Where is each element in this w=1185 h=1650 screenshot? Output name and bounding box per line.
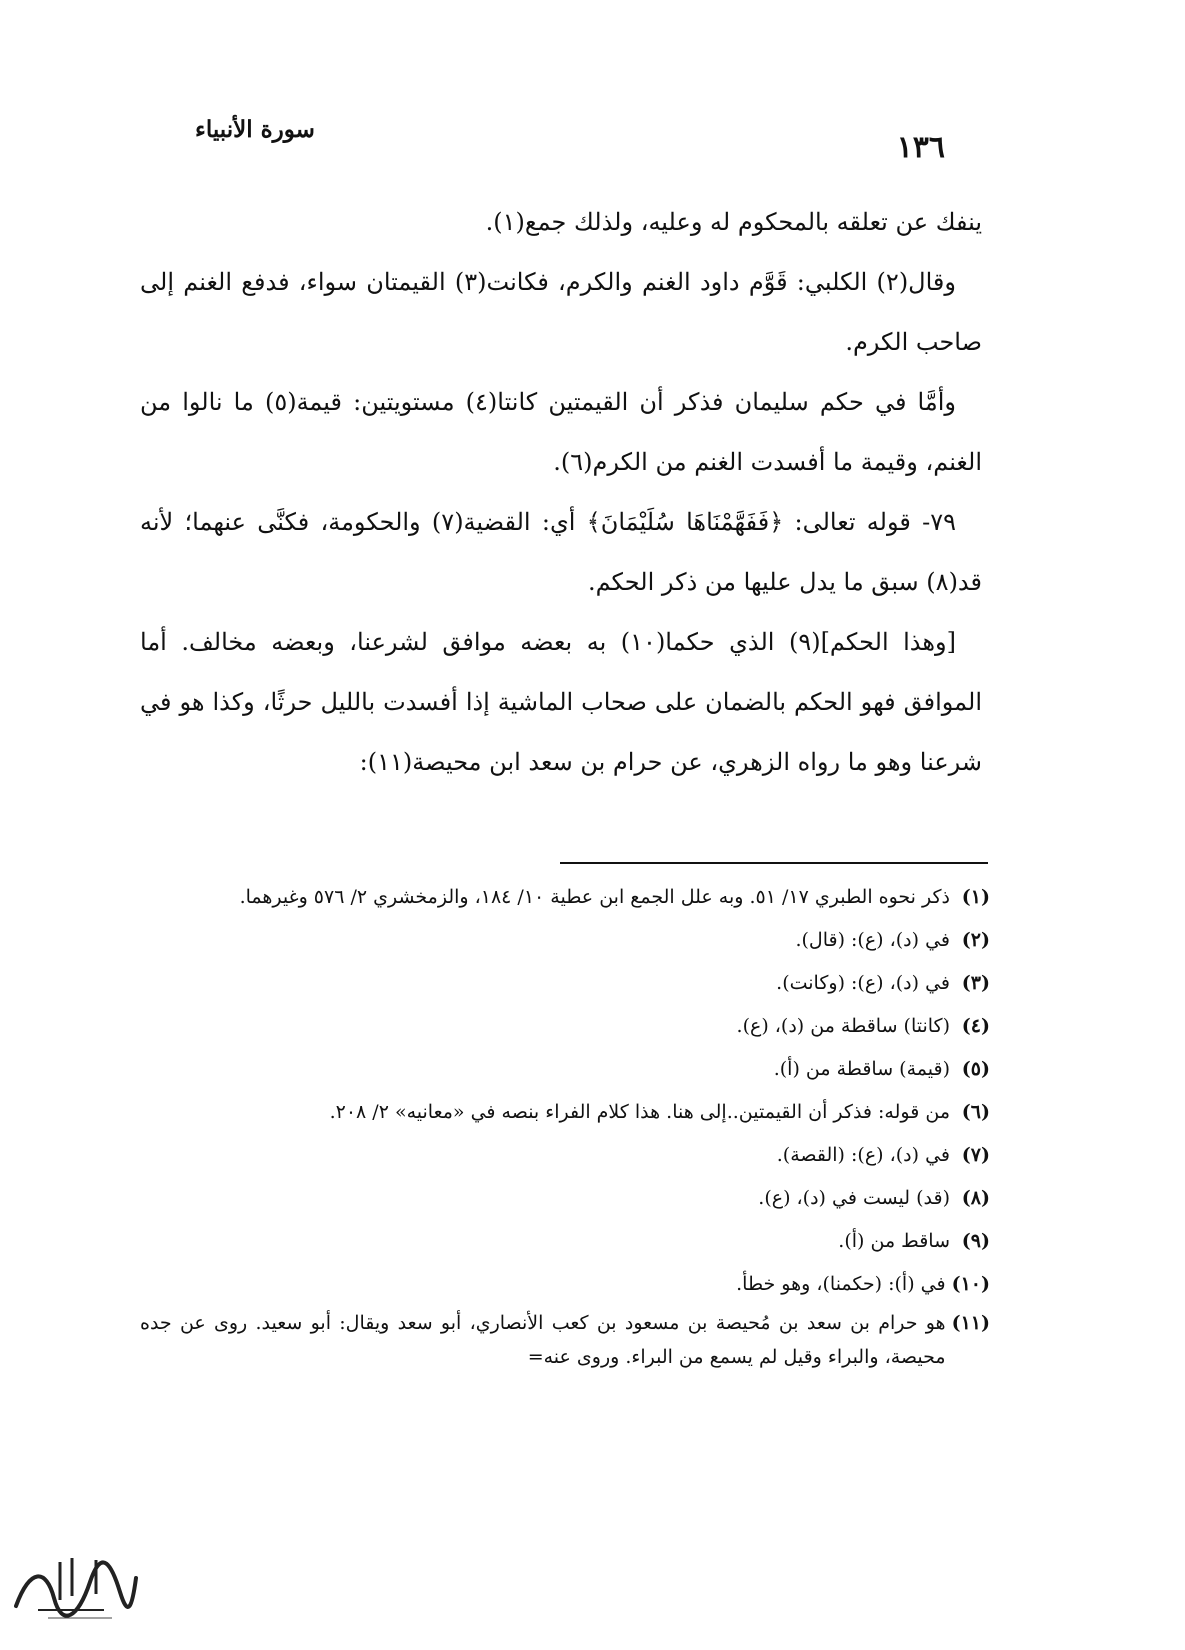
footnote-number: (١١) [951,1312,990,1334]
footnote [140,1220,990,1263]
footnote-text: هو حرام بن سعد بن مُحيصة بن مسعود بن كعب الأنصاري، أبو سعد ويقال: أبو سعيد. روى عن جده محيصة، والبراء وقيل لم يسمع من البراء. وروى عنه= [140,1312,946,1368]
footnote [140,1306,990,1374]
footnote [140,962,990,1005]
footnote [140,876,990,919]
footnote [140,1091,990,1134]
footnote-number: (٤) [961,1015,990,1037]
footnote-number: (٢) [961,929,990,951]
paragraph: ٧٩- قوله تعالى: ﴿فَفَهَّمْنَاهَا سُلَيْمَانَ﴾ أي: القضية(٧) والحكومة، فكنَّى عنهما؛ لأنه قد(٨) سبق ما يدل عليها من ذكر الحكم. [140,508,982,596]
footnote-number: (٨) [961,1187,990,1209]
footnote-text: (قد) ليست في (د)، (ع). [758,1187,950,1209]
footnote-number: (١) [961,886,990,908]
footnote-text: من قوله: فذكر أن القيمتين..إلى هنا. هذا كلام الفراء بنصه في «معانيه» ٢/ ٢٠٨. [329,1101,950,1123]
footnote-number: (٥) [961,1058,990,1080]
footnote-text: في (د)، (ع): (وكانت). [776,972,950,994]
footnote-text: (قيمة) ساقطة من (أ). [773,1058,950,1080]
publisher-logo [8,1548,143,1628]
footnote-text: (كانتا) ساقطة من (د)، (ع). [736,1015,950,1037]
paragraph: ينفك عن تعلقه بالمحكوم له وعليه، ولذلك جمع(١). [485,208,982,236]
footnote-number: (٣) [961,972,990,994]
footnote-number: (٩) [961,1230,990,1252]
surah-title: سورة الأنبياء [195,116,315,143]
paragraph: وأمَّا في حكم سليمان فذكر أن القيمتين كانتا(٤) مستويتين: قيمة(٥) ما نالوا من الغنم، وقيمة ما أفسدت الغنم من الكرم(٦). [140,388,982,476]
footnote [140,1134,990,1177]
page-header [195,112,945,165]
page-number: ١٣٦ [896,130,945,165]
footnotes [140,876,990,1374]
main-text [140,192,982,792]
footnote [140,1177,990,1220]
footnote-divider [560,862,988,864]
footnote-number: (١٠) [951,1273,990,1295]
footnote [140,1048,990,1091]
footnote-text: ساقط من (أ). [838,1230,950,1252]
paragraph: [وهذا الحكم](٩) الذي حكما(١٠) به بعضه موافق لشرعنا، وبعضه مخالف. أما الموافق فهو الحكم بالضمان على صحاب الماشية إذا أفسدت بالليل حرثًا، وكذا هو في شرعنا وهو ما رواه الزهري، عن حرام بن سعد ابن محيصة(١١): [140,628,982,776]
footnote [140,1263,990,1306]
footnote-text: ذكر نحوه الطبري ١٧/ ٥١. وبه علل الجمع ابن عطية ١٠/ ١٨٤، والزمخشري ٢/ ٥٧٦ وغيرهما. [239,886,950,908]
footnote-text: في (د)، (ع): (القصة). [776,1144,950,1166]
footnote [140,1005,990,1048]
paragraph: وقال(٢) الكلبي: قَوَّم داود الغنم والكرم، فكانت(٣) القيمتان سواء، فدفع الغنم إلى صاحب الكرم. [140,268,982,356]
footnote-number: (٧) [961,1144,990,1166]
footnote-text: في (أ): (حكمنا)، وهو خطأ. [736,1273,946,1295]
footnote [140,919,990,962]
footnote-text: في (د)، (ع): (قال). [795,929,950,951]
footnote-number: (٦) [961,1101,990,1123]
